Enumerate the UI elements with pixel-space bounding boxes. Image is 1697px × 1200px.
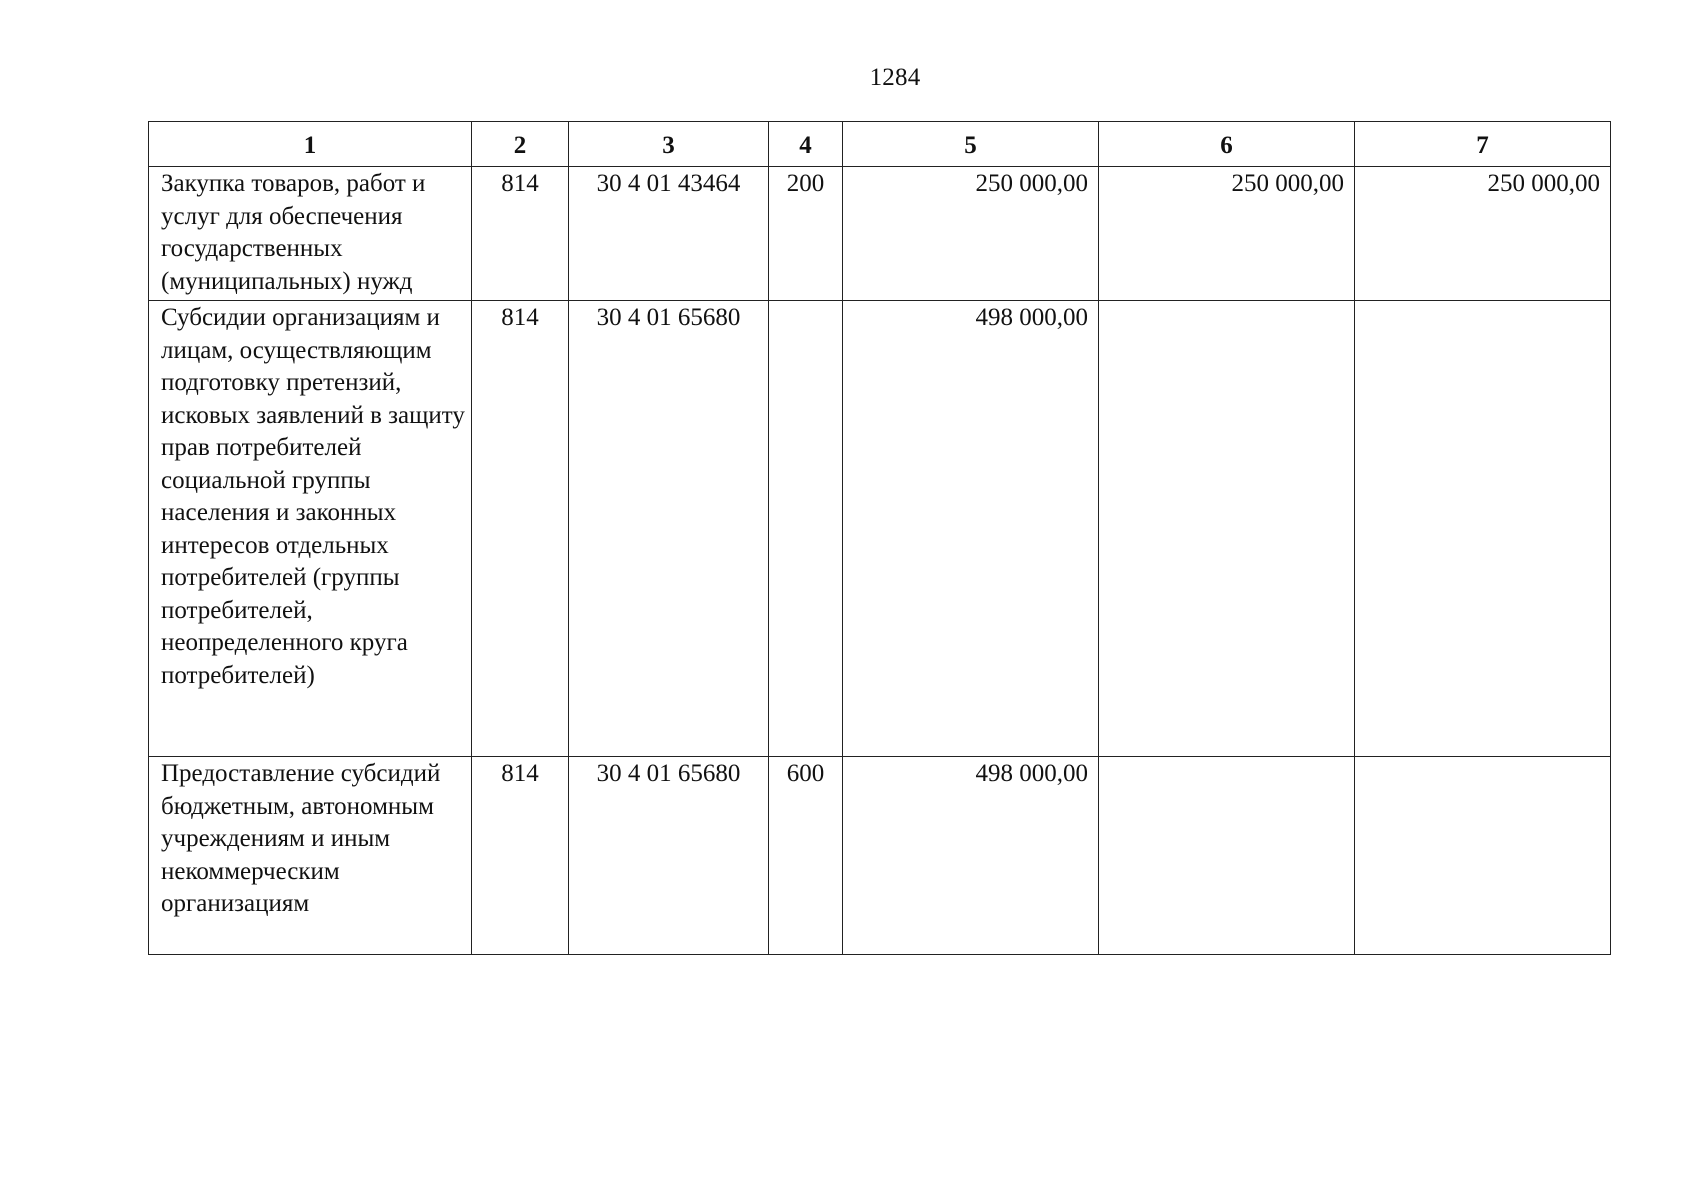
row-code-cell: 814 [472, 301, 569, 757]
header-col-6: 6 [1099, 122, 1355, 167]
row-name-cell: Предоставление субсидий бюджетным, автономным учреждениям и иным некоммерческим организациям [149, 757, 472, 955]
row-amount-col5-cell: 498 000,00 [843, 301, 1099, 757]
header-col-3: 3 [569, 122, 769, 167]
row-name-cell: Субсидии организациям и лицам, осуществляющим подготовку претензий, исковых заявлений в защиту прав потребителей социальной группы населения и законных интересов отдельных потребителей (группы потребителей, неопределенного круга потребителей) [149, 301, 472, 757]
header-col-1: 1 [149, 122, 472, 167]
row-amount-col6-cell [1099, 757, 1355, 955]
row-name-cell: Закупка товаров, работ и услуг для обеспечения государственных (муниципальных) нужд [149, 167, 472, 301]
row-amount-col5-cell: 498 000,00 [843, 757, 1099, 955]
row-amount-col5-cell: 250 000,00 [843, 167, 1099, 301]
row-amount-col6-cell: 250 000,00 [1099, 167, 1355, 301]
header-row [149, 122, 1611, 167]
header-col-2: 2 [472, 122, 569, 167]
header-col-5: 5 [843, 122, 1099, 167]
row-expense-type-cell [769, 301, 843, 757]
table-row [149, 167, 1611, 301]
row-target-article-cell: 30 4 01 65680 [569, 301, 769, 757]
table-row [149, 757, 1611, 955]
row-amount-col7-cell [1355, 757, 1611, 955]
row-expense-type-cell: 600 [769, 757, 843, 955]
header-col-4: 4 [769, 122, 843, 167]
row-amount-col6-cell [1099, 301, 1355, 757]
row-expense-type-cell: 200 [769, 167, 843, 301]
table-row [149, 301, 1611, 757]
row-amount-col7-cell: 250 000,00 [1355, 167, 1611, 301]
row-code-cell: 814 [472, 757, 569, 955]
row-code-cell: 814 [472, 167, 569, 301]
row-target-article-cell: 30 4 01 43464 [569, 167, 769, 301]
page-number: 1284 [869, 64, 921, 91]
header-col-7: 7 [1355, 122, 1611, 167]
row-target-article-cell: 30 4 01 65680 [569, 757, 769, 955]
budget-table [148, 121, 1611, 955]
row-amount-col7-cell [1355, 301, 1611, 757]
